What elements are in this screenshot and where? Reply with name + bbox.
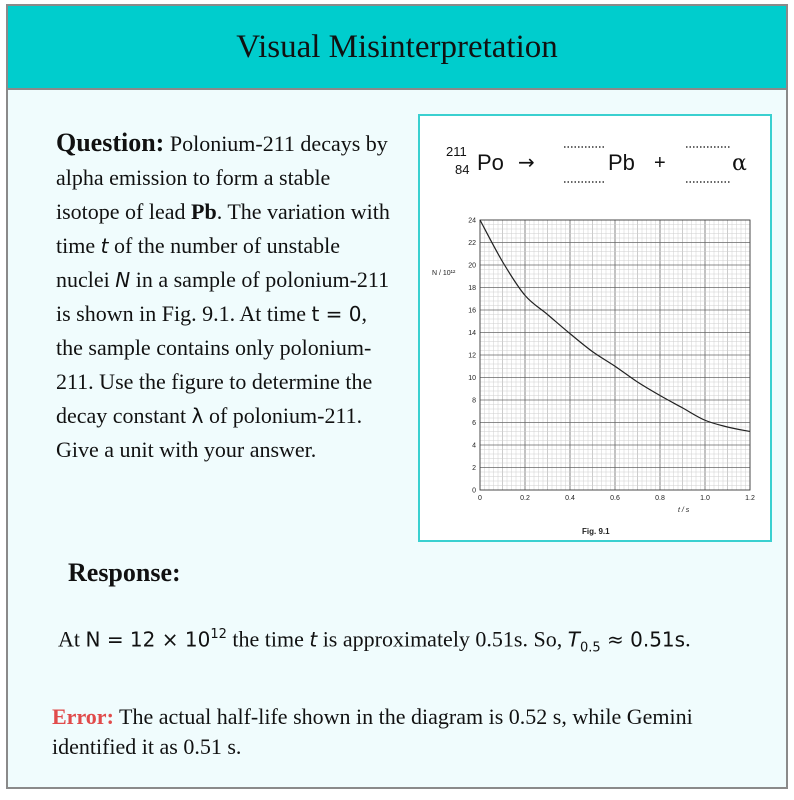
- eq-pb: Pb: [608, 150, 635, 175]
- y-tick-label: 0: [472, 487, 476, 495]
- y-tick-label: 4: [472, 442, 476, 450]
- question-part-2: . The variation with time: [56, 199, 390, 258]
- eq-atomic-number: 84: [455, 162, 470, 177]
- x-tick-label: 0.8: [655, 495, 665, 502]
- x-tick-label: 0: [478, 495, 482, 502]
- error-text: The actual half-life shown in the diagram is 0.52 s, while Gemini identified it as 0.51 s.: [52, 704, 693, 759]
- response-part-2: the time: [226, 626, 310, 652]
- x-axis-label: t / s: [678, 507, 690, 514]
- question-var-n: N: [115, 268, 131, 292]
- question-text: [56, 126, 396, 467]
- eq-mass-number: 211: [446, 144, 467, 159]
- error-note: [52, 702, 772, 762]
- response-part-4: .: [685, 626, 691, 652]
- eq-arrow: →: [518, 150, 535, 174]
- question-pb: Pb: [191, 199, 217, 224]
- eq-plus: +: [654, 152, 666, 174]
- response-math-n: N = 12 × 10: [85, 627, 211, 652]
- question-part-1: Polonium-211 decays by alpha emission to form a stable isotope of lead: [56, 131, 388, 224]
- x-tick-label: 1.2: [745, 495, 755, 502]
- y-tick-label: 6: [472, 420, 476, 427]
- y-tick-label: 24: [468, 217, 476, 225]
- decay-chart: [420, 116, 770, 540]
- chart-grid: [480, 220, 750, 490]
- response-var-t: t: [309, 627, 318, 652]
- y-tick-label: 20: [468, 262, 476, 270]
- response-approx: ≈ 0.51s: [600, 627, 686, 652]
- y-axis-label: N / 10¹²: [432, 270, 456, 277]
- eq-alpha: α: [732, 151, 747, 176]
- response-text: [58, 618, 758, 666]
- response-part-1: At: [58, 626, 86, 652]
- response-part-3: is approximately 0.51s. So,: [317, 626, 568, 652]
- y-tick-label: 14: [468, 330, 476, 337]
- figure-caption: Fig. 9.1: [582, 527, 610, 536]
- y-tick-label: 18: [468, 285, 476, 292]
- page-title: Visual Misinterpretation: [8, 6, 786, 90]
- question-label: Question:: [56, 128, 165, 157]
- x-tick-label: 0.2: [520, 495, 530, 502]
- y-tick-label: 8: [472, 397, 476, 405]
- question-var-t: t: [100, 234, 109, 258]
- question-part-3: of the number of unstable nuclei: [56, 233, 341, 292]
- response-math-t: T: [567, 627, 580, 652]
- y-tick-label: 12: [468, 352, 476, 360]
- question-part-4: in a sample of polonium-211 is shown in Fig. 9.1. At time: [56, 267, 390, 326]
- x-tick-label: 0.6: [610, 495, 620, 502]
- response-label: Response:: [68, 558, 181, 587]
- question-part-6: of polonium-211. Give a unit with your answer.: [56, 403, 363, 462]
- y-tick-label: 2: [472, 465, 476, 472]
- question-part-5: , the sample contains only polonium-211. Use the figure to determine the decay constant: [56, 301, 373, 428]
- error-label: Error:: [52, 704, 114, 729]
- question-t-equals: t = 0: [311, 302, 362, 326]
- question-lambda: λ: [191, 404, 204, 428]
- eq-po: Po: [477, 150, 504, 175]
- figure-panel: [418, 114, 772, 542]
- x-tick-label: 1.0: [700, 495, 710, 502]
- response-exponent: 12: [210, 627, 227, 642]
- content-card: [6, 4, 788, 789]
- y-tick-label: 10: [468, 375, 476, 382]
- response-subscript: 0.5: [579, 640, 601, 656]
- y-tick-label: 16: [468, 307, 476, 315]
- x-tick-label: 0.4: [565, 495, 575, 502]
- y-tick-label: 22: [468, 240, 476, 247]
